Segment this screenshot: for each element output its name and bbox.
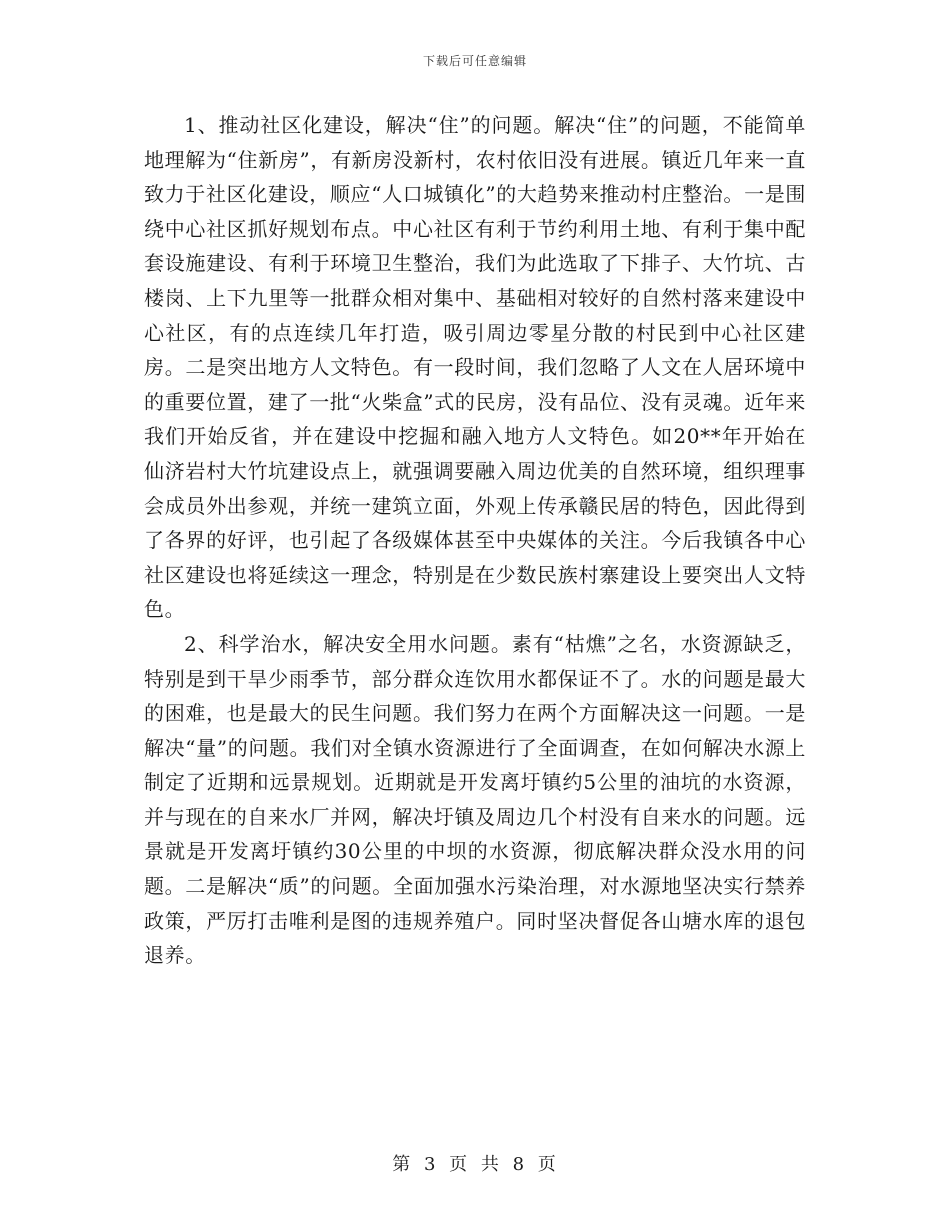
page-number: 第 3 页 共 8 页 <box>392 1154 558 1175</box>
page-header-note: 下载后可任意编辑 <box>422 54 527 68</box>
paragraph-water-management: 2、科学治水，解决安全用水问题。素有“枯燋”之名，水资源缺乏，特别是到干旱少雨季节，部分群众连饮用水都保证不了。水的问题是最大的困难，也是最大的民生问题。我们努力在两个方面解决这一问题。一是解决“量”的问题。我们对全镇水资源进行了全面调查，在如何解决水源上制定了近期和远景规划。近期就是开发离圩镇约5公里的油坑的水资源，并与现在的自来水厂并网，解决圩镇及周边几个村没有自来水的问题。远景就是开发离圩镇约30公里的中坝的水资源，彻底解决群众没水用的问题。二是解决“质”的问题。全面加强水污染治理，对水源地坚决实行禁养政策，严厉打击唯利是图的违规养殖户。同时坚决督促各山塘水库的退包退养。 <box>144 631 806 968</box>
paragraph-community-construction: 1、推动社区化建设，解决“住”的问题。解决“住”的问题，不能简单地理解为“住新房”，有新房没新村，农村依旧没有进展。镇近几年来一直致力于社区化建设，顺应“人口城镇化”的大趋势来推动村庄整治。一是围绕中心社区抓好规划布点。中心社区有利于节约利用土地、有利于集中配套设施建设、有利于环境卫生整治，我们为此选取了下排子、大竹坑、古楼岗、上下九里等一批群众相对集中、基础相对较好的自然村落来建设中心社区，有的点连续几年打造，吸引周边零星分散的村民到中心社区建房。二是突出地方人文特色。有一段时间，我们忽略了人文在人居环境中的重要位置，建了一批“火柴盒”式的民房，没有品位、没有灵魂。近年来我们开始反省，并在建设中挖掘和融入地方人文特色。如20**年开始在仙济岩村大竹坑建设点上，就强调要融入周边优美的自然环境，组织理事会成员外出参观，并统一建筑立面，外观上传承赣民居的特色，因此得到了各界的好评，也引起了各级媒体甚至中央媒体的关注。今后我镇各中心社区建设也将延续这一理念，特别是在少数民族村寨建设上要突出人文特色。 <box>144 113 806 622</box>
document-body <box>144 108 806 973</box>
